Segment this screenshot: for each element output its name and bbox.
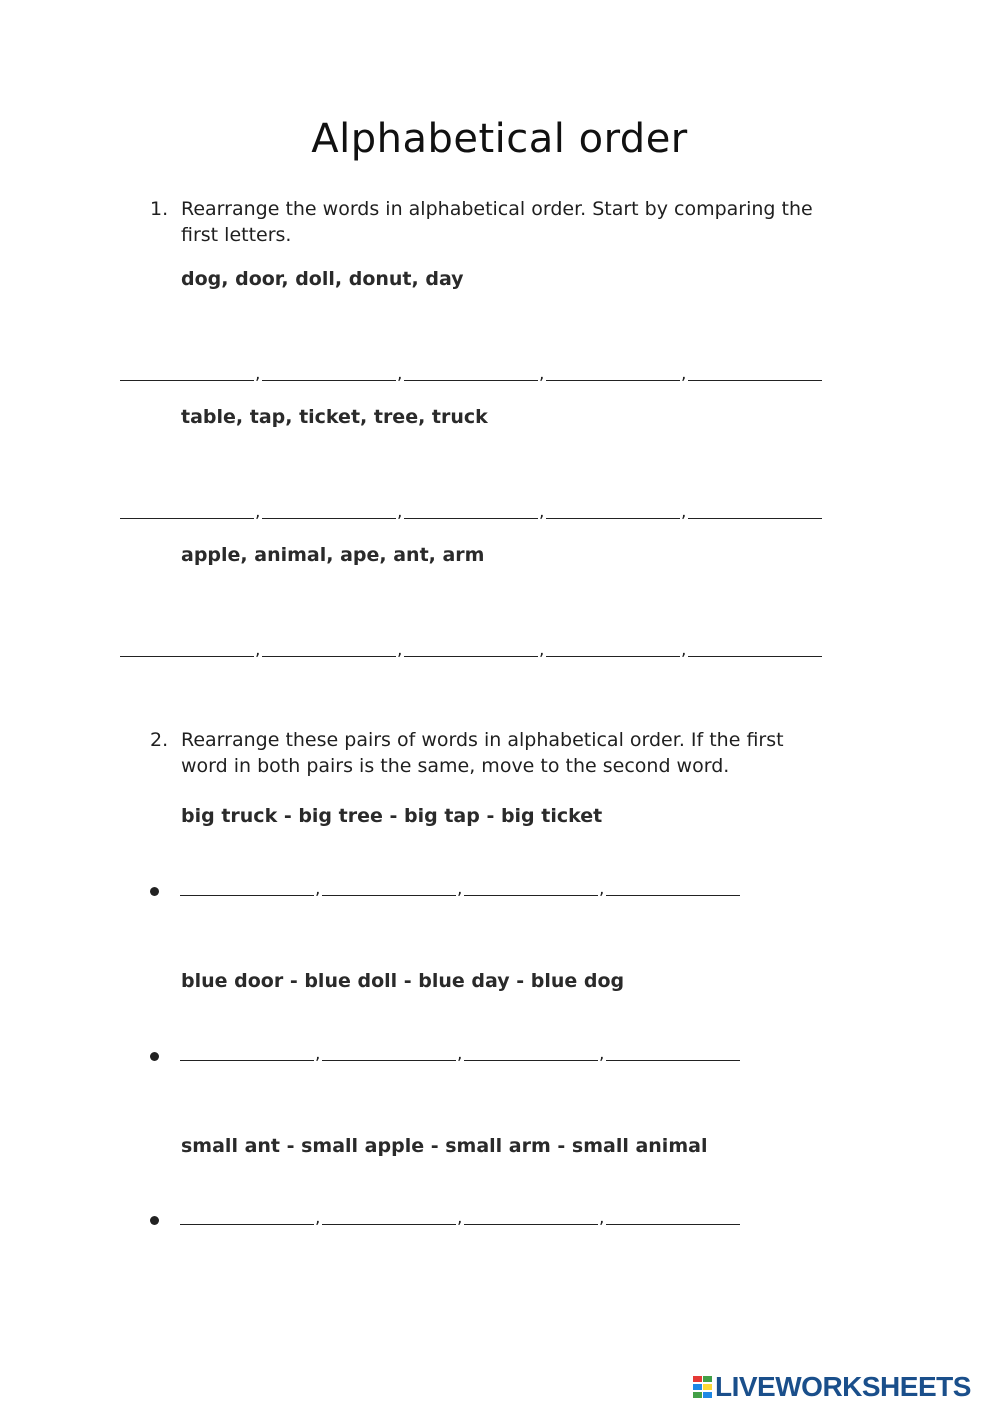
comma-separator: ,	[315, 1208, 321, 1228]
comma-separator: ,	[599, 1044, 605, 1064]
answer-blank[interactable]	[180, 879, 314, 896]
comma-separator: ,	[457, 1208, 463, 1228]
liveworksheets-mark-icon	[693, 1374, 713, 1400]
word-set: apple, animal, ape, ant, arm	[181, 544, 485, 566]
answer-blank[interactable]	[464, 1208, 598, 1225]
comma-separator: ,	[539, 502, 545, 522]
comma-separator: ,	[255, 364, 261, 384]
instruction-line: Rearrange these pairs of words in alphabetical order. If the first	[181, 729, 784, 751]
question-number: 1.	[150, 198, 169, 220]
answer-blank[interactable]	[180, 1044, 314, 1061]
answer-blank[interactable]	[404, 364, 538, 381]
comma-separator: ,	[315, 1044, 321, 1064]
answer-blank[interactable]	[546, 640, 680, 657]
comma-separator: ,	[315, 879, 321, 899]
comma-separator: ,	[681, 640, 687, 660]
answer-blank[interactable]	[688, 364, 822, 381]
answer-blank[interactable]	[688, 502, 822, 519]
answer-blank[interactable]	[262, 502, 396, 519]
word-set: big truck - big tree - big tap - big ticket	[181, 805, 603, 827]
instruction-line: Rearrange the words in alphabetical order. Start by comparing the	[181, 198, 813, 220]
bullet-icon	[150, 1216, 159, 1225]
answer-blank[interactable]	[546, 364, 680, 381]
answer-blank[interactable]	[262, 364, 396, 381]
instruction-line: first letters.	[181, 224, 292, 246]
question-number: 2.	[150, 729, 169, 751]
word-set: dog, door, doll, donut, day	[181, 268, 464, 290]
answer-blank[interactable]	[688, 640, 822, 657]
answer-blank[interactable]	[120, 640, 254, 657]
answer-blank[interactable]	[262, 640, 396, 657]
answer-blank[interactable]	[322, 879, 456, 896]
word-set: table, tap, ticket, tree, truck	[181, 406, 488, 428]
comma-separator: ,	[397, 364, 403, 384]
comma-separator: ,	[599, 879, 605, 899]
comma-separator: ,	[599, 1208, 605, 1228]
answer-blank[interactable]	[606, 1208, 740, 1225]
answer-blank[interactable]	[606, 1044, 740, 1061]
answer-blank[interactable]	[404, 640, 538, 657]
comma-separator: ,	[457, 1044, 463, 1064]
comma-separator: ,	[681, 502, 687, 522]
bullet-icon	[150, 887, 159, 896]
comma-separator: ,	[397, 502, 403, 522]
comma-separator: ,	[539, 640, 545, 660]
answer-blank[interactable]	[120, 502, 254, 519]
answer-blank[interactable]	[464, 879, 598, 896]
answer-blank[interactable]	[464, 1044, 598, 1061]
comma-separator: ,	[397, 640, 403, 660]
page-title: Alphabetical order	[311, 116, 688, 162]
answer-blank[interactable]	[322, 1044, 456, 1061]
answer-blank[interactable]	[180, 1208, 314, 1225]
instruction-line: word in both pairs is the same, move to the second word.	[181, 755, 730, 777]
logo-text: LIVEWORKSHEETS	[715, 1371, 971, 1402]
liveworksheets-logo	[693, 1372, 971, 1402]
answer-blank[interactable]	[120, 364, 254, 381]
answer-blank[interactable]	[546, 502, 680, 519]
comma-separator: ,	[681, 364, 687, 384]
bullet-icon	[150, 1052, 159, 1061]
answer-blank[interactable]	[606, 879, 740, 896]
question-instruction	[181, 196, 891, 248]
question-instruction	[181, 727, 891, 779]
comma-separator: ,	[255, 502, 261, 522]
word-set: small ant - small apple - small arm - small animal	[181, 1135, 708, 1157]
comma-separator: ,	[457, 879, 463, 899]
word-set: blue door - blue doll - blue day - blue dog	[181, 970, 625, 992]
comma-separator: ,	[255, 640, 261, 660]
answer-blank[interactable]	[404, 502, 538, 519]
answer-blank[interactable]	[322, 1208, 456, 1225]
comma-separator: ,	[539, 364, 545, 384]
